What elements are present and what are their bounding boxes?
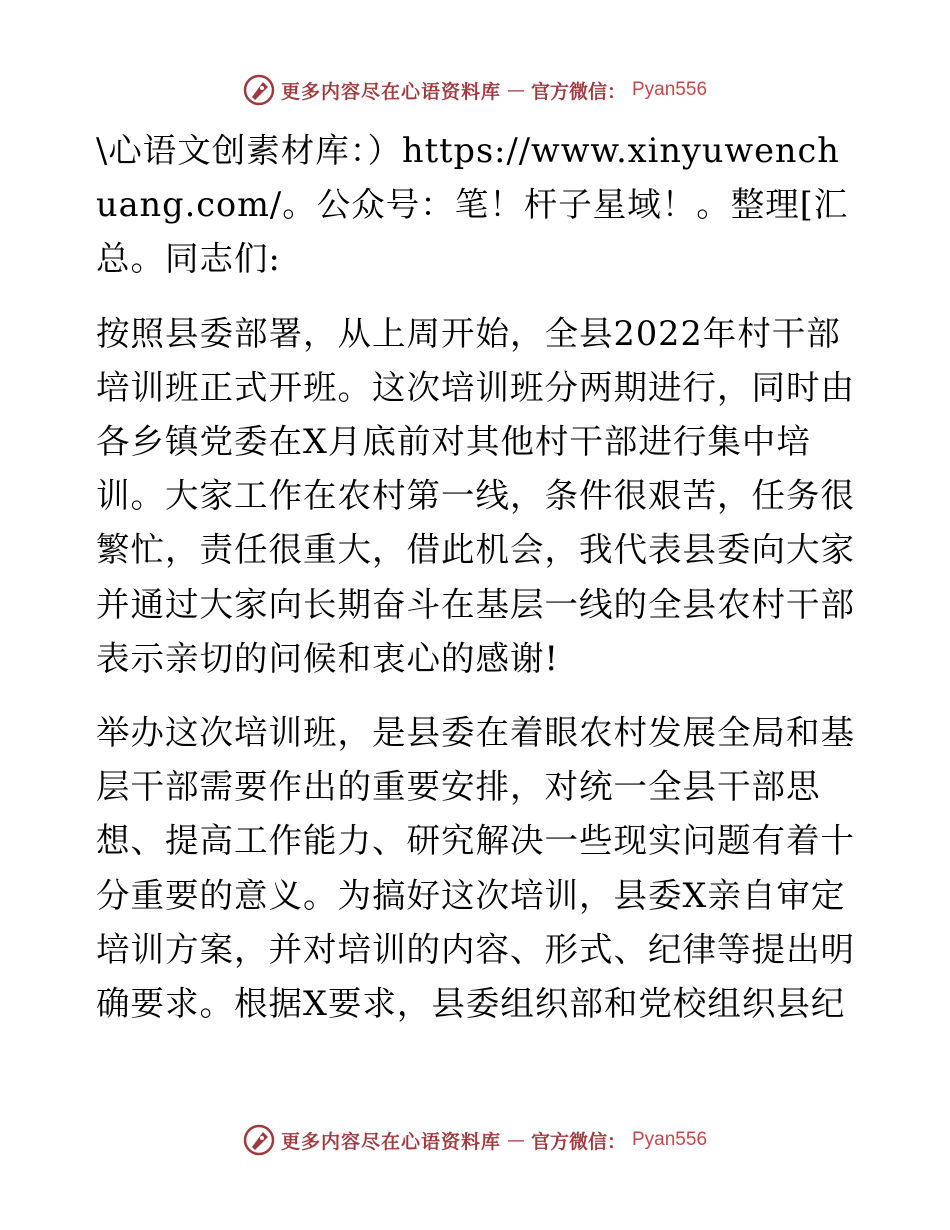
paragraph-training-purpose: 举办这次培训班，是县委在着眼农村发展全局和基层干部需要作出的重要安排，对统一全县干部思想、提高工作能力、研究解决一些现实问题有着十分重要的意义。为搞好这次培训，县委X亲自审定培训方案，并对培训的内容、形式、纪律等提出明确要求。根据X要求，县委组织部和党校组织县纪: [96, 713, 855, 1024]
top-watermark-banner: [0, 70, 950, 110]
banner-contact-id: Pyan556: [632, 1129, 708, 1150]
banner-contact-id: Pyan556: [632, 79, 708, 100]
banner-dash: —: [506, 79, 525, 101]
red-pen-nib-logo-icon: [243, 1124, 275, 1156]
red-pen-nib-logo-icon: [243, 74, 275, 106]
paragraph-source-note: \心语文创素材库：）https://www.xinyuwenchuang.com/。公众号：笔！杆子星域！。整理[汇总。同志们:: [96, 131, 849, 279]
banner-main-text: 更多内容尽在心语资料库: [280, 80, 501, 103]
banner-dash: —: [506, 1129, 525, 1151]
banner-contact-label: 官方微信：: [530, 80, 626, 103]
paragraph-training-start: 按照县委部署，从上周开始，全县2022年村干部培训班正式开班。这次培训班分两期进行，同时由各乡镇党委在X月底前对其他村干部进行集中培训。大家工作在农村第一线，条件很艰苦，任务很繁忙，责任很重大，借此机会，我代表县委向大家并通过大家向长期奋斗在基层一线的全县农村干部表示亲切的问候和衷心的感谢!: [96, 313, 855, 678]
banner-contact-label: 官方微信：: [530, 1130, 626, 1153]
banner-main-text: 更多内容尽在心语资料库: [280, 1130, 501, 1153]
document-body: [96, 124, 856, 1051]
bottom-watermark-banner: [0, 1120, 950, 1160]
